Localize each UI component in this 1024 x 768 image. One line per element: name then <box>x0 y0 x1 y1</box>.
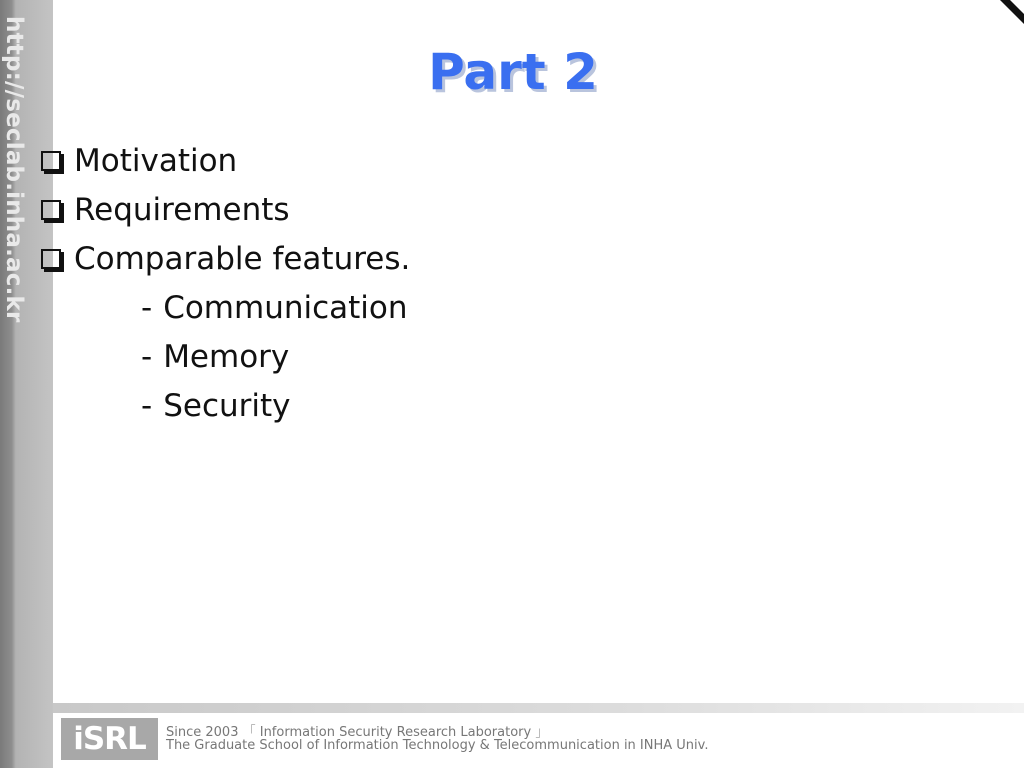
sub-item-label: Security <box>163 387 291 424</box>
isrl-logo-text: iSRL <box>73 721 146 757</box>
footer-line-1: Since 2003 「 Information Security Research Laboratory 」 <box>166 725 549 740</box>
sub-item <box>38 332 410 381</box>
bullet-item <box>38 185 410 234</box>
sub-item-label: Memory <box>163 338 290 375</box>
checkbox-bullet-icon <box>41 249 61 269</box>
sub-item-dash: - <box>141 338 153 375</box>
bullet-item <box>38 234 410 283</box>
isrl-logo <box>61 718 158 760</box>
slide-title: Part 2 <box>428 43 598 101</box>
footer-band <box>53 703 1024 713</box>
checkbox-bullet-icon <box>41 151 61 171</box>
bullet-item <box>38 136 410 185</box>
sub-item <box>38 381 410 430</box>
sub-item-label: Communication <box>163 289 408 326</box>
bullet-label: Motivation <box>74 142 238 179</box>
checkbox-bullet-icon <box>41 200 61 220</box>
sub-item <box>38 283 410 332</box>
footer-line-2: The Graduate School of Information Technology & Telecommunication in INHA Univ. <box>166 738 709 753</box>
corner-mark-inner <box>1010 0 1024 14</box>
bullet-label: Requirements <box>74 191 290 228</box>
bullet-list <box>38 136 410 430</box>
sub-item-dash: - <box>141 387 153 424</box>
sub-item-dash: - <box>141 289 153 326</box>
bullet-label: Comparable features. <box>74 240 411 277</box>
side-url: http://seclab.inha.ac.kr <box>1 16 27 323</box>
